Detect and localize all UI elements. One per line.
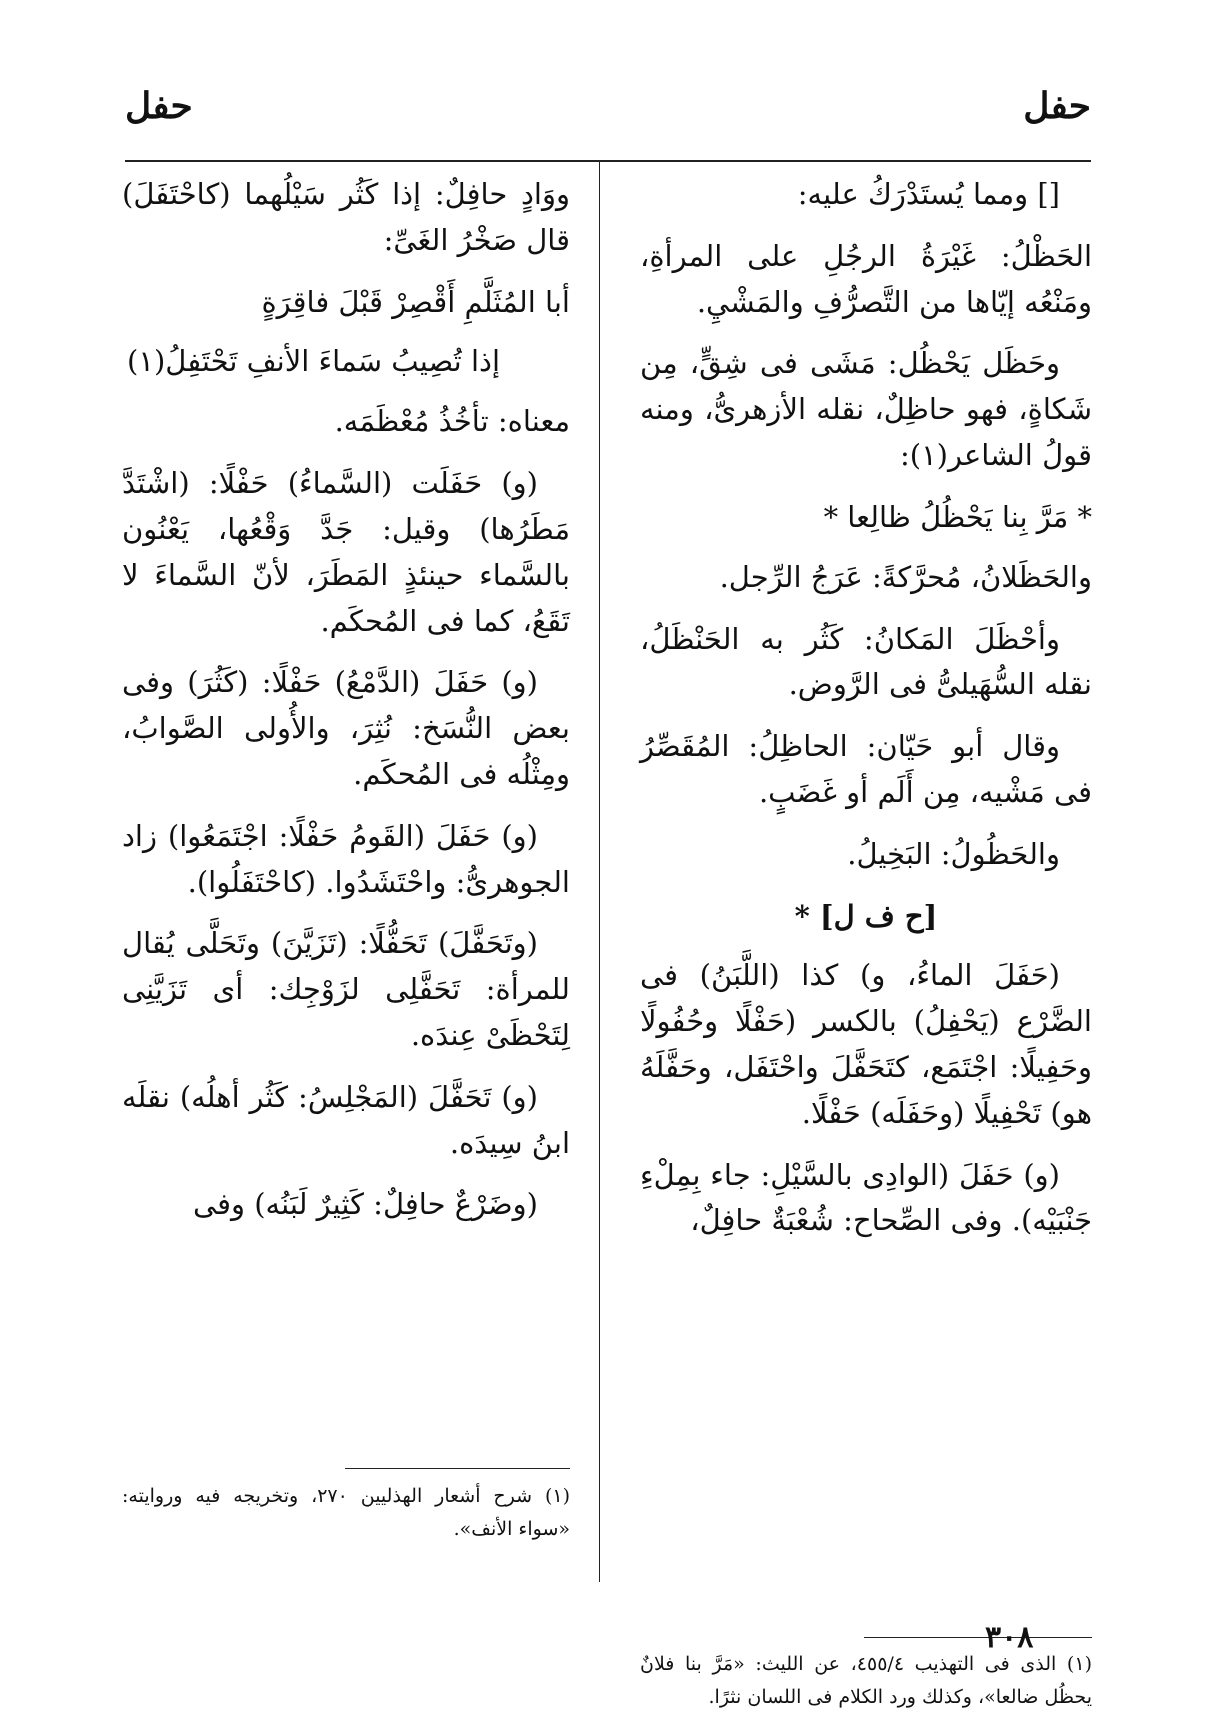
right-line3-0: (حَفَلَ الماءُ، و) كذا (اللَّبَنُ) فى الضَّرْع (يَحْفِلُ) بالكسر (حَفْلًا وحُفُولًا وحَفِيلًا: اجْتَمَع، كتَحَفَّلَ واحْتَفَل، وحَفَّلَهُ هو) تَحْفِيلًا (وحَفَلَه) حَفْلًا. [640, 958, 1092, 1130]
right-footnote-rule [864, 1637, 1092, 1638]
left-footnote-rule [345, 1468, 570, 1469]
right-line3-1: (و) حَفَلَ (الوادِى بالسَّيْلِ: جاء بِمِلْءِ جَنْبَيْه). وفى الصِّحاح: شُعْبَةٌ حافِلٌ، [640, 1157, 1092, 1238]
left-poem-2: إذا تُصِيبُ سَماءَ الأنفِ تَحْتَفِلُ(١) [127, 344, 500, 379]
header-rule [125, 160, 1091, 162]
right-column [640, 172, 1092, 1260]
left-line2-1: (و) حَفَلَت (السَّماءُ) حَفْلًا: (اشْتَدَّ مَطَرُها) وقيل: جَدَّ وَقْعُها، يَعْنُون بالسَّماء حينئذٍ المَطَرَ، لأنّ السَّماءَ لا تَقَعُ، كما فى المُحكَم. [122, 466, 570, 638]
entry-heading: [ح ف ل] * [794, 898, 938, 933]
header-right-word: حفل [1023, 85, 1091, 127]
left-line2-0: معناه: تأخُذُ مُعْظَمَه. [334, 404, 570, 439]
left-poem-1: أبا المُثَلَّمِ أَقْصِرْ قَبْلَ فاقِرَةٍ [261, 284, 570, 319]
right-line-1: الحَظْلُ: غَيْرَةُ الرجُلِ على المرأةِ، ومَنْعُه إيّاها من التَّصرُّفِ والمَشْيِ. [640, 238, 1092, 319]
left-line-0: ووَادٍ حافِلٌ: إذا كَثُر سَيْلُهما (كاحْتَفَلَ) قال صَخْرُ الغَىِّ: [122, 177, 570, 257]
left-line2-3: (و) حَفَلَ (القَومُ حَفْلًا: اجْتَمَعُوا) زاد الجوهرىُّ: واحْتَشَدُوا. (كاحْتَفَلُوا). [122, 818, 570, 899]
left-line2-6: (وضَرْعٌ حافِلٌ: كَثِيرٌ لَبَنُه) وفى [192, 1187, 538, 1222]
right-line2-3: والحَظُولُ: البَخِيلُ. [847, 836, 1060, 871]
header-left-word: حفل [125, 85, 193, 127]
left-column [122, 172, 570, 1244]
left-line2-4: (وتَحَفَّلَ) تَحَفُّلًا: (تَزَيَّنَ) وتَحَلَّى يُقال للمرأة: تَحَفَّلِى لزَوْجِك: أى تَزَيَّنِى لِتَحْظَىْ عِندَه. [122, 926, 570, 1052]
page-number: ٣٠٨ [985, 1620, 1034, 1655]
right-line2-2: وقال أبو حَيّان: الحاظِلُ: المُقَصِّرُ فى مَشْيه، مِن أَلَم أو غَضَبٍ. [640, 729, 1092, 809]
right-poem: * مَرَّ بِنا يَحْظُلُ ظالِعا * [823, 499, 1092, 534]
right-line-2: وحَظَل يَحْظُل: مَشَى فى شِقٍّ، مِن شَكاةٍ، فهو حاظِلٌ، نقله الأزهرىُّ، ومنه قولُ الشاعر(١): [640, 346, 1092, 473]
column-divider [599, 162, 600, 1582]
left-footnote: (١) شرح أشعار الهذليين ٢٧٠، وتخريجه فيه وروايته: «سواء الأنف». [122, 1485, 570, 1541]
right-footnote: (١) الذى فى التهذيب ٤٥٥/٤، عن الليث: «مَرَّ بنا فلانٌ يحظُل ضالعا»، وكذلك ورد الكلام فى اللسان نثرًا. [640, 1653, 1092, 1709]
left-line2-2: (و) حَفَلَ (الدَّمْعُ) حَفْلًا: (كَثُرَ) وفى بعض النُّسَخ: نُثِرَ، والأُولى الصَّوابُ، ومِثْلُه فى المُحكَم. [122, 665, 570, 791]
right-line2-0: والحَظَلانُ، مُحرَّكةً: عَرَجُ الرِّجل. [719, 559, 1092, 594]
left-line2-5: (و) تَحَفَّلَ (المَجْلِسُ: كَثُر أهلُه) نقلَه ابنُ سِيدَه. [122, 1079, 570, 1160]
right-line-0: [] ومما يُستَدْرَكُ عليه: [797, 177, 1060, 211]
right-line2-1: وأحْظَلَ المَكانُ: كَثُر به الحَنْظَلُ، نقله السُّهَيلىُّ فى الرَّوض. [640, 621, 1092, 702]
